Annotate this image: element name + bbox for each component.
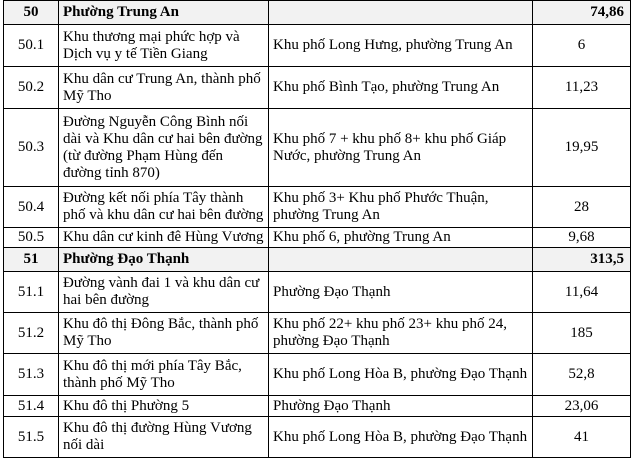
table-row [4,313,631,354]
location-cell: Khu phố Long Hưng, phường Trung An [269,25,533,67]
location-cell: Khu phố Bình Tạo, phường Trung An [269,67,533,109]
row-number: 50.3 [4,109,59,187]
project-name: Đường vành đai 1 và khu dân cư hai bên đường [59,272,269,313]
location-cell: Khu phố Long Hòa B, phường Đạo Thạnh [269,354,533,396]
row-number: 50.4 [4,187,59,228]
table-row [4,417,631,458]
area-value: 6 [533,25,631,67]
table-row [4,25,631,67]
location-cell: Khu phố 7 + khu phố 8+ khu phố Giáp Nước, phường Trung An [269,109,533,187]
table-row [4,187,631,228]
project-name: Khu thương mại phức hợp và Dịch vụ y tế Tiền Giang [59,25,269,67]
table-row [4,396,631,417]
row-number: 51 [4,248,59,272]
area-value: 74,86 [533,1,631,25]
location-cell: Khu phố Long Hòa B, phường Đạo Thạnh [269,417,533,458]
row-number: 50.2 [4,67,59,109]
row-number: 50.5 [4,228,59,248]
row-number: 51.2 [4,313,59,354]
ward-name: Phường Trung An [59,1,269,25]
project-name: Khu dân cư kinh đê Hùng Vương [59,228,269,248]
table-row [4,109,631,187]
table-row [4,272,631,313]
project-name: Khu đô thị Đông Bắc, thành phố Mỹ Tho [59,313,269,354]
project-table [3,0,631,458]
location-cell: Khu phố 3+ Khu phố Phước Thuận, phường Trung An [269,187,533,228]
location-cell [269,248,533,272]
table-row [4,67,631,109]
row-number: 50 [4,1,59,25]
project-name: Khu dân cư Trung An, thành phố Mỹ Tho [59,67,269,109]
table-row-group [4,248,631,272]
project-name: Đường Nguyễn Công Bình nối dài và Khu dân cư hai bên đường (từ đường Phạm Hùng đến đường tỉnh 870) [59,109,269,187]
project-name: Khu đô thị Phường 5 [59,396,269,417]
row-number: 51.3 [4,354,59,396]
table-row [4,228,631,248]
area-value: 11,64 [533,272,631,313]
table-row [4,354,631,396]
area-value: 23,06 [533,396,631,417]
project-name: Khu đô thị mới phía Tây Bắc, thành phố Mỹ Tho [59,354,269,396]
location-cell: Phường Đạo Thạnh [269,396,533,417]
row-number: 51.5 [4,417,59,458]
area-value: 52,8 [533,354,631,396]
table-row-group [4,1,631,25]
location-cell: Khu phố 22+ khu phố 23+ khu phố 24, phường Đạo Thạnh [269,313,533,354]
location-cell [269,1,533,25]
area-value: 9,68 [533,228,631,248]
ward-name: Phường Đạo Thạnh [59,248,269,272]
area-value: 28 [533,187,631,228]
project-name: Đường kết nối phía Tây thành phố và khu dân cư hai bên đường [59,187,269,228]
area-value: 19,95 [533,109,631,187]
area-value: 11,23 [533,67,631,109]
location-cell: Phường Đạo Thạnh [269,272,533,313]
row-number: 51.1 [4,272,59,313]
location-cell: Khu phố 6, phường Trung An [269,228,533,248]
area-value: 41 [533,417,631,458]
area-value: 313,5 [533,248,631,272]
project-name: Khu đô thị đường Hùng Vương nối dài [59,417,269,458]
row-number: 51.4 [4,396,59,417]
area-value: 185 [533,313,631,354]
row-number: 50.1 [4,25,59,67]
